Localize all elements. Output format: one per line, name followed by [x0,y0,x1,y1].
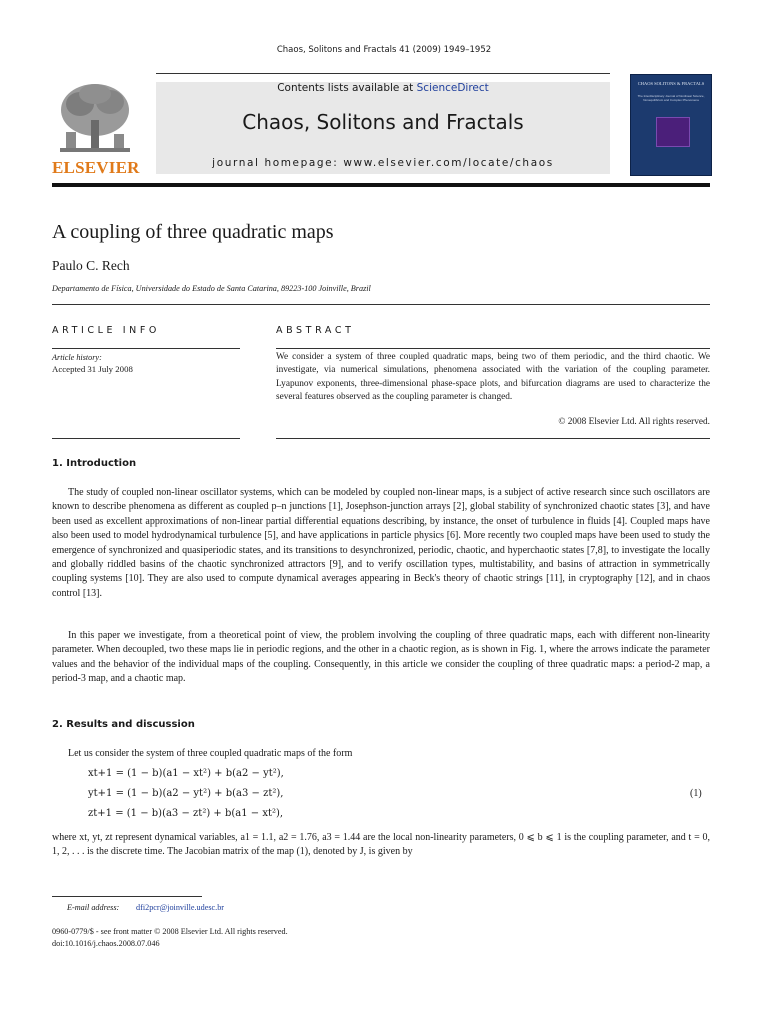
homepage-url-link[interactable]: www.elsevier.com/locate/chaos [343,157,554,169]
header-divider [52,183,710,187]
issn-line: 0960-0779/$ - see front matter © 2008 Elsevier Ltd. All rights reserved. [52,927,288,936]
homepage-prefix: journal homepage: [212,157,344,169]
doi-line: doi:10.1016/j.chaos.2008.07.046 [52,939,160,948]
article-history-label: Article history: [52,353,102,362]
equation-line-y: yt+1 = (1 − b)(a2 − yt²) + b(a3 − zt²), [88,788,284,799]
results-paragraph-2: where xt, yt, zt represent dynamical variables, a1 = 1.1, a2 = 1.76, a3 = 1.44 are the local non-linearity parameters, 0 ⩽ b ⩽ 1 is the coupling parameter, and t = 0, 1, 2, . . . is the discrete time. The Jacobian matrix of the map (1), denoted by J, is given by [52,832,710,858]
abstract-top-rule [276,348,710,349]
affiliation-divider [52,304,710,305]
introduction-paragraph-2: In this paper we investigate, from a theoretical point of view, the problem involving the coupling of three quadratic maps, each with different non-linearity parameter. When decoupled, two these maps lie in periodic regions, and the other in a chaotic region, as is shown in Fig. 1, where the arrows indicate the parameter values and the behavior of the individual maps of the coupling. Consequently, in this article we consider the coupling of three quadratic maps: a period-2 map, a period-3 map, and a chaotic map. [52,630,710,685]
info-bottom-rule [52,438,240,439]
equation-line-x: xt+1 = (1 − b)(a1 − xt²) + b(a2 − yt²), [88,768,284,779]
footnote-rule [52,896,202,897]
abstract-heading: ABSTRACT [276,325,355,336]
article-info-heading: ARTICLE INFO [52,325,161,336]
author-affiliation: Departamento de Física, Universidade do Estado de Santa Catarina, 89223-100 Joinville, Brazil [52,284,371,293]
journal-title: Chaos, Solitons and Fractals [242,110,524,134]
abstract-text: We consider a system of three coupled quadratic maps, being two of them periodic, and the third chaotic. We investigate, via numerical simulations, phenomena associated with the variation of the coupling parameter. Lyapunov exponents, three-dimensional phase-space plots, and bifurcation diagrams are used to characterize the several features observed as the coupling parameter is changed. [276,352,710,402]
section-heading-results: 2. Results and discussion [52,719,195,730]
contents-line [156,82,610,94]
abstract-bottom-rule [276,438,710,439]
equation-line-z: zt+1 = (1 − b)(a3 − zt²) + b(a1 − xt²), [88,808,284,819]
contents-prefix: Contents lists available at [277,82,417,94]
abstract-copyright: © 2008 Elsevier Ltd. All rights reserved. [558,417,710,427]
sciencedirect-link[interactable]: ScienceDirect [416,82,489,94]
homepage-line [156,157,610,169]
introduction-paragraph-1: The study of coupled non-linear oscillator systems, which can be modeled by coupled non-linear maps, is a subject of active research since such oscillators are known to describe phenomena as different as coupled p–n junctions [1], Josephson-junction arrays [2], global stability of synchronized chaotic states [3], and have been used as excellent approximations of non-linear partial differential equations describing, by instance, the onset of turbulence in fluids [4]. Coupled maps have also been used to model hydrodynamical turbulence [5], and have applications in particle physics [6]. More recently two coupled maps have been used to study the emergence of synchronized and quasiperiodic states, and its transitions to desynchronized, periodic, chaotic, and hyperchaotic states [7,8], to investigate the locally and globally riddled basins of the chaotic synchronized attractors [9], and to verify oscillation types, multistability, and basins of attraction in symmetrically coupling systems [10]. They are also used to compute dynamical averages appearing in Beck's theory of chaotic strings [11], in cryptography [12], and in chaos control [13]. [52,487,710,599]
article-title: A coupling of three quadratic maps [52,221,334,243]
accepted-date: Accepted 31 July 2008 [52,364,133,374]
cover-title: CHAOS SOLITONS & FRACTALS [637,81,705,86]
email-label: E-mail address: [67,903,120,912]
cover-artwork [656,117,690,147]
results-paragraph-1: Let us consider the system of three coupled quadratic maps of the form [68,748,353,759]
info-top-rule [52,348,240,349]
journal-cover-thumbnail [630,74,712,176]
equation-number: (1) [690,788,702,799]
journal-citation: Chaos, Solitons and Fractals 41 (2009) 1949–1952 [276,45,492,55]
author-name: Paulo C. Rech [52,258,130,273]
email-link[interactable]: dfi2pcr@joinville.udesc.br [136,903,225,912]
section-heading-introduction: 1. Introduction [52,458,137,469]
masthead-top-rule [156,73,610,74]
cover-subtitle: The Interdisciplinary Journal of Nonlinear Science, Nonequilibrium and Complex Phenomena [637,94,705,102]
publisher-logo-text: ELSEVIER [52,158,140,177]
